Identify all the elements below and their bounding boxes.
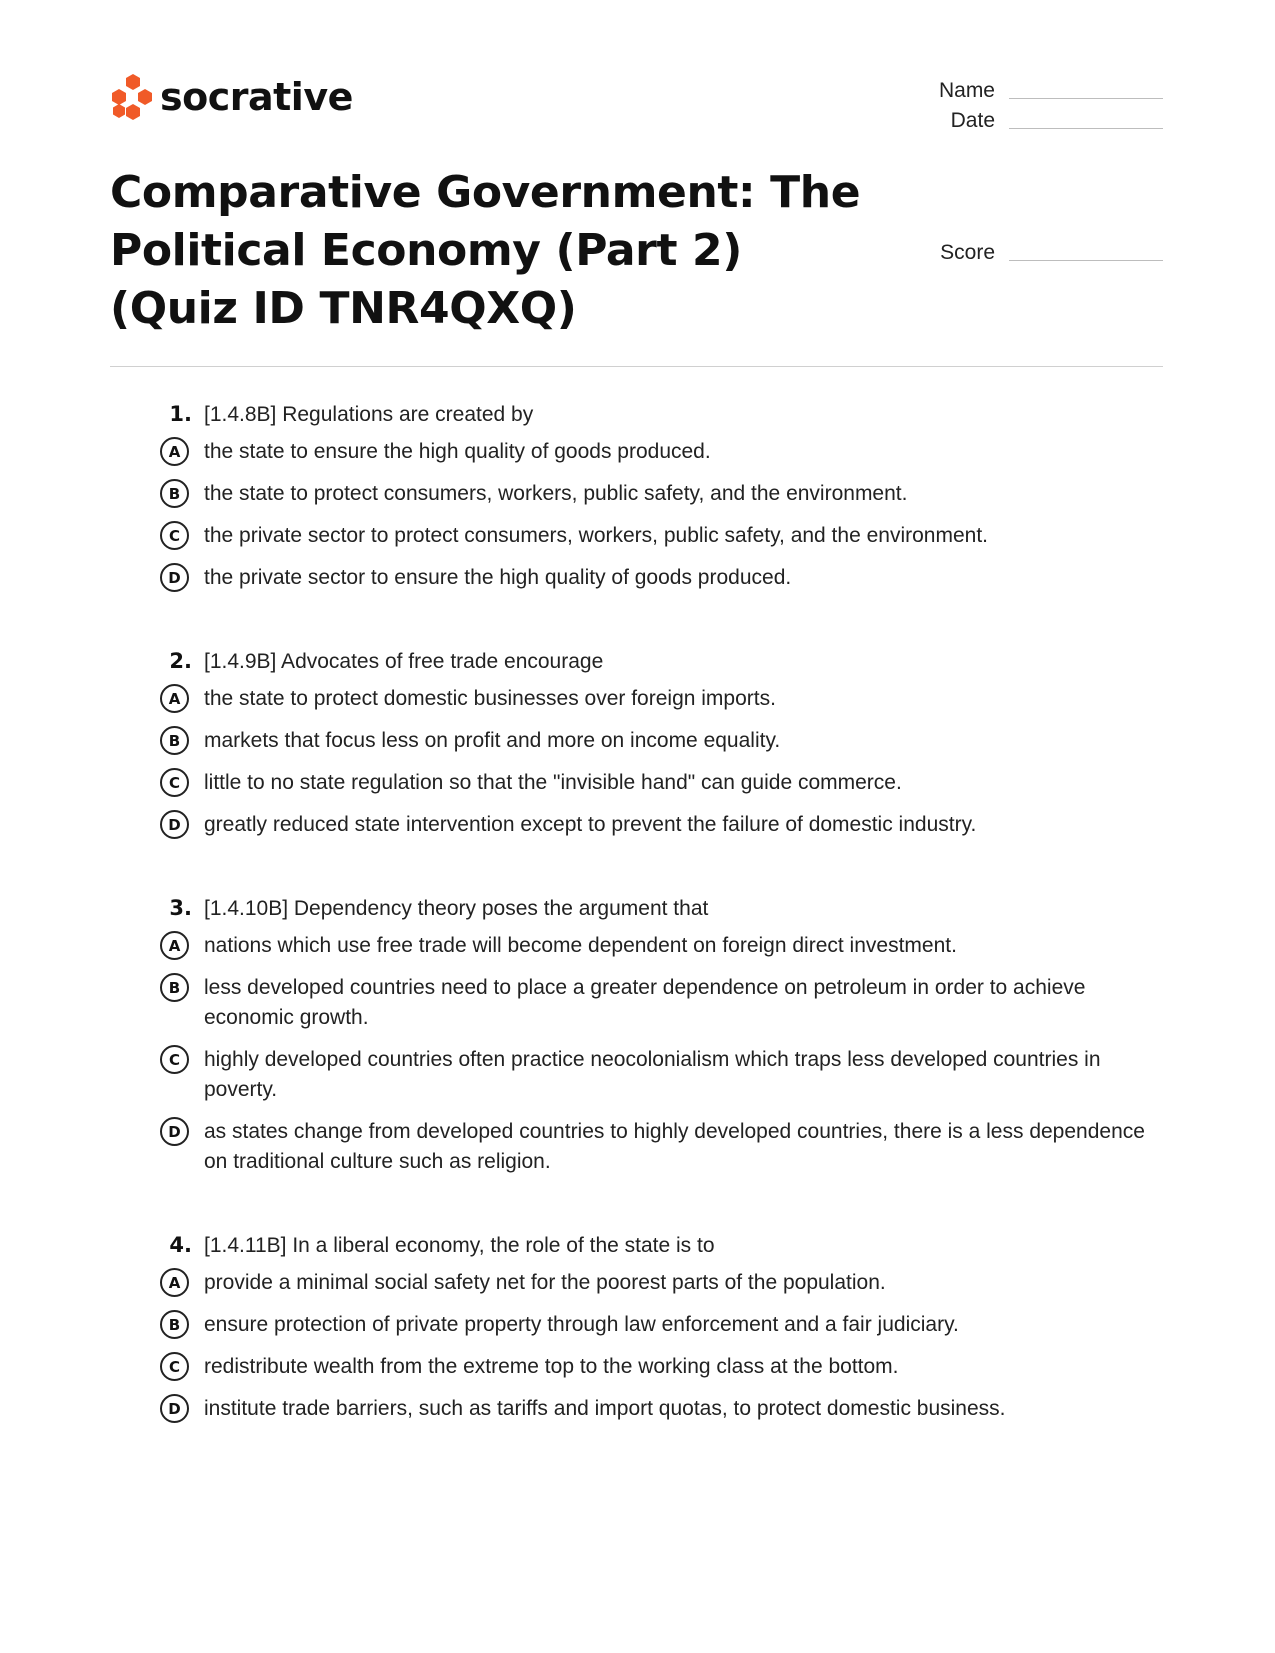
question-stem — [160, 647, 1165, 676]
option-a[interactable] — [160, 437, 1165, 467]
option-b[interactable] — [160, 973, 1165, 1033]
date-line[interactable] — [1009, 127, 1163, 129]
option-text: redistribute wealth from the extreme top to the working class at the bottom. — [204, 1355, 899, 1378]
question-3 — [160, 894, 1165, 1177]
option-bubble[interactable]: A — [160, 437, 189, 466]
option-text: the state to protect domestic businesses over foreign imports. — [204, 687, 776, 710]
option-text: highly developed countries often practice neocolonialism which traps less developed countries in poverty. — [204, 1048, 1101, 1101]
option-text: the state to protect consumers, workers, public safety, and the environment. — [204, 482, 908, 505]
option-text: the private sector to protect consumers, workers, public safety, and the environment. — [204, 524, 988, 547]
option-text: markets that focus less on profit and more on income equality. — [204, 729, 781, 752]
question-number: 4. — [169, 1233, 192, 1257]
question-stem — [160, 400, 1165, 429]
option-a[interactable] — [160, 931, 1165, 961]
option-d[interactable] — [160, 810, 1165, 840]
option-bubble[interactable]: C — [160, 521, 189, 550]
option-bubble[interactable]: A — [160, 931, 189, 960]
question-4 — [160, 1231, 1165, 1424]
option-c[interactable] — [160, 1352, 1165, 1382]
option-d[interactable] — [160, 1117, 1165, 1177]
score-label: Score — [940, 241, 995, 264]
option-c[interactable] — [160, 768, 1165, 798]
page-title: Comparative Government: The Political Economy (Part 2) (Quiz ID TNR4QXQ) — [110, 167, 861, 334]
option-text: the state to ensure the high quality of goods produced. — [204, 440, 711, 463]
header-divider — [110, 366, 1163, 367]
option-b[interactable] — [160, 479, 1165, 509]
option-a[interactable] — [160, 684, 1165, 714]
option-bubble[interactable]: C — [160, 1045, 189, 1074]
option-c[interactable] — [160, 1045, 1165, 1105]
option-bubble[interactable]: A — [160, 684, 189, 713]
question-number: 3. — [169, 896, 192, 920]
date-label: Date — [950, 109, 995, 132]
question-list — [160, 400, 1165, 1478]
name-field — [913, 80, 1163, 101]
date-field — [913, 110, 1163, 131]
question-text: [1.4.11B] In a liberal economy, the role of the state is to — [204, 1234, 715, 1257]
option-bubble[interactable]: C — [160, 768, 189, 797]
score-line[interactable] — [1009, 259, 1163, 261]
option-text: less developed countries need to place a greater dependence on petroleum in order to achieve economic growth. — [204, 976, 1086, 1029]
option-c[interactable] — [160, 521, 1165, 551]
question-stem — [160, 894, 1165, 923]
option-b[interactable] — [160, 726, 1165, 756]
question-1 — [160, 400, 1165, 593]
question-text: [1.4.10B] Dependency theory poses the argument that — [204, 897, 709, 920]
option-text: little to no state regulation so that the "invisible hand" can guide commerce. — [204, 771, 902, 794]
option-bubble[interactable]: B — [160, 973, 189, 1002]
option-text: ensure protection of private property through law enforcement and a fair judiciary. — [204, 1313, 959, 1336]
option-bubble[interactable]: D — [160, 1117, 189, 1146]
socrative-logo — [110, 72, 353, 122]
option-text: the private sector to ensure the high quality of goods produced. — [204, 566, 792, 589]
question-number: 1. — [169, 402, 192, 426]
socrative-logo-icon — [110, 72, 152, 122]
option-bubble[interactable]: A — [160, 1268, 189, 1297]
option-text: provide a minimal social safety net for the poorest parts of the population. — [204, 1271, 886, 1294]
score-field — [913, 242, 1163, 263]
option-text: institute trade barriers, such as tariffs and import quotas, to protect domestic business. — [204, 1397, 1006, 1420]
option-d[interactable] — [160, 1394, 1165, 1424]
option-text: as states change from developed countries to highly developed countries, there is a less dependence on traditional culture such as religion. — [204, 1120, 1145, 1173]
option-bubble[interactable]: B — [160, 726, 189, 755]
name-label: Name — [938, 79, 995, 102]
question-2 — [160, 647, 1165, 840]
question-text: [1.4.8B] Regulations are created by — [204, 403, 534, 426]
option-text: greatly reduced state intervention except to prevent the failure of domestic industry. — [204, 813, 977, 836]
name-line[interactable] — [1009, 97, 1163, 99]
question-text: [1.4.9B] Advocates of free trade encourage — [204, 650, 604, 673]
question-stem — [160, 1231, 1165, 1260]
option-bubble[interactable]: B — [160, 1310, 189, 1339]
brand-name: socrative — [160, 75, 353, 119]
option-d[interactable] — [160, 563, 1165, 593]
option-text: nations which use free trade will become dependent on foreign direct investment. — [204, 934, 957, 957]
option-bubble[interactable]: D — [160, 1394, 189, 1423]
option-a[interactable] — [160, 1268, 1165, 1298]
question-number: 2. — [169, 649, 192, 673]
option-b[interactable] — [160, 1310, 1165, 1340]
option-bubble[interactable]: B — [160, 479, 189, 508]
option-bubble[interactable]: D — [160, 563, 189, 592]
option-bubble[interactable]: C — [160, 1352, 189, 1381]
option-bubble[interactable]: D — [160, 810, 189, 839]
